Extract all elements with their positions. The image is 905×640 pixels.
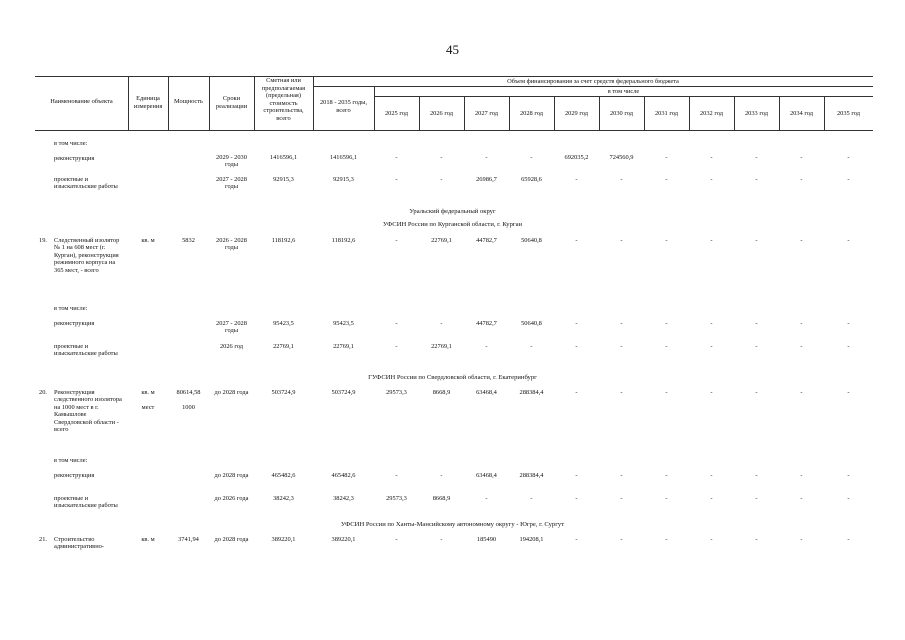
object-name: Реконструкция следственного изолятора на 1000 мест в г. Камышлове Свердловской области - всего <box>54 389 122 434</box>
terms-cell: до 2028 года <box>214 536 249 543</box>
estimate-cell: 118192,6 <box>271 237 296 244</box>
year-value-cell: - <box>800 320 803 327</box>
year-value-cell: - <box>395 176 398 183</box>
row-number: 19. <box>39 237 47 244</box>
total-cell: 389220,1 <box>331 536 356 543</box>
year-value-cell: - <box>800 176 803 183</box>
total-cell: 503724,9 <box>331 389 356 396</box>
year-value-cell: - <box>755 389 758 396</box>
terms-cell: 2027 - 2028 годы <box>216 176 247 191</box>
year-value-cell: - <box>665 176 668 183</box>
terms-cell: 2029 - 2030 годы <box>216 154 247 169</box>
year-value-cell: - <box>755 176 758 183</box>
header-year: 2025 год <box>384 110 409 117</box>
year-value-cell: 26986,7 <box>476 176 497 183</box>
terms-cell: до 2028 года <box>214 472 249 479</box>
header-year: 2032 год <box>699 110 724 117</box>
unit-secondary: мест <box>141 404 155 411</box>
year-value-cell: - <box>620 320 623 327</box>
year-value-cell: - <box>665 237 668 244</box>
year-value-cell: - <box>847 472 850 479</box>
terms-cell: до 2028 года <box>214 389 249 396</box>
year-value-cell: - <box>847 320 850 327</box>
total-cell: 92915,3 <box>333 176 354 183</box>
object-name: Строительство административно- <box>54 536 104 551</box>
year-value-cell: - <box>710 495 713 502</box>
header-year: 2030 год <box>609 110 634 117</box>
year-value-cell: - <box>800 536 803 543</box>
year-value-cell: - <box>847 389 850 396</box>
year-value-cell: - <box>440 472 443 479</box>
reconstruction-label: реконструкция <box>54 320 95 327</box>
year-value-cell: - <box>710 237 713 244</box>
unit: кв. м <box>141 536 155 543</box>
header-estimate: Сметная или предполагаемая (предельная) стоимость строительства, всего <box>261 77 306 122</box>
year-value-cell: 63468,4 <box>476 472 497 479</box>
header-bottom-rule <box>35 130 873 131</box>
year-value-cell: - <box>710 389 713 396</box>
year-value-cell: - <box>847 343 850 350</box>
year-value-cell: - <box>575 343 578 350</box>
header-name: Наименование объекта <box>50 98 113 105</box>
year-value-cell: - <box>710 343 713 350</box>
year-value-cell: - <box>395 472 398 479</box>
header-year: 2026 год <box>429 110 454 117</box>
capacity-secondary: 1000 <box>182 404 195 411</box>
year-value-cell: - <box>847 176 850 183</box>
year-value-cell: 29573,3 <box>386 495 407 502</box>
year-value-cell: - <box>395 536 398 543</box>
year-value-cell: 288384,4 <box>519 389 544 396</box>
year-value-cell: 29573,3 <box>386 389 407 396</box>
header-year: 2031 год <box>654 110 679 117</box>
estimate-cell: 92915,3 <box>273 176 294 183</box>
header-total: 2018 - 2035 годы, всего <box>319 99 368 114</box>
year-value-cell: 194208,1 <box>519 536 544 543</box>
year-value-cell: - <box>530 343 533 350</box>
header-unit: Единица измерения <box>133 95 163 110</box>
year-value-cell: - <box>800 389 803 396</box>
year-value-cell: 692035,2 <box>564 154 589 161</box>
terms-cell: 2026 - 2028 годы <box>216 237 247 252</box>
year-value-cell: 50640,8 <box>521 320 542 327</box>
year-value-cell: - <box>800 154 803 161</box>
reconstruction-label: реконструкция <box>54 155 95 162</box>
year-value-cell: - <box>575 389 578 396</box>
total-cell: 38242,3 <box>333 495 354 502</box>
in-that-number-label: в том числе: <box>54 140 88 147</box>
reconstruction-label: реконструкция <box>54 472 95 479</box>
year-value-cell: - <box>847 154 850 161</box>
year-value-cell: - <box>665 472 668 479</box>
year-value-cell: - <box>755 536 758 543</box>
year-value-cell: 724560,9 <box>609 154 634 161</box>
year-value-cell: - <box>710 154 713 161</box>
design-works-label: проектные и изыскательские работы <box>54 495 118 510</box>
header-year: 2033 год <box>744 110 769 117</box>
year-value-cell: 44782,7 <box>476 237 497 244</box>
year-value-cell: - <box>440 176 443 183</box>
total-cell: 118192,6 <box>331 237 356 244</box>
year-value-cell: 65928,6 <box>521 176 542 183</box>
terms-cell: до 2026 года <box>214 495 249 502</box>
section-kurgan: УФСИН России по Курганской области, г. Курган <box>382 221 523 228</box>
year-value-cell: 22769,1 <box>431 343 452 350</box>
year-value-cell: - <box>755 154 758 161</box>
year-value-cell: - <box>755 320 758 327</box>
in-that-number-label: в том числе: <box>54 457 88 464</box>
year-value-cell: - <box>395 343 398 350</box>
year-value-cell: - <box>395 320 398 327</box>
year-value-cell: - <box>620 536 623 543</box>
header-year: 2029 год <box>564 110 589 117</box>
year-value-cell: - <box>800 237 803 244</box>
year-value-cell: - <box>395 154 398 161</box>
year-value-cell: - <box>485 495 488 502</box>
year-value-cell: - <box>755 237 758 244</box>
year-value-cell: - <box>847 536 850 543</box>
year-value-cell: - <box>485 154 488 161</box>
year-value-cell: 22769,1 <box>431 237 452 244</box>
capacity: 80614,58 <box>176 389 201 396</box>
year-value-cell: - <box>665 154 668 161</box>
header-including: в том числе <box>607 88 640 95</box>
section-khanty: УФСИН России по Ханты-Мансийскому автономному округу - Югре, г. Сургут <box>340 521 565 528</box>
total-cell: 1416596,1 <box>329 154 358 161</box>
header-year: 2027 год <box>474 110 499 117</box>
year-value-cell: - <box>665 495 668 502</box>
year-value-cell: - <box>575 536 578 543</box>
year-value-cell: - <box>620 495 623 502</box>
year-value-cell: - <box>665 320 668 327</box>
section-sverdlovsk: ГУФСИН России по Свердловской области, г. Екатеринбург <box>368 374 537 381</box>
design-works-label: проектные и изыскательские работы <box>54 176 118 191</box>
row-number: 21. <box>39 536 47 543</box>
year-value-cell: - <box>710 176 713 183</box>
year-value-cell: - <box>710 472 713 479</box>
year-value-cell: - <box>575 237 578 244</box>
header-year: 2028 год <box>519 110 544 117</box>
header-terms: Сроки реализации <box>215 95 248 110</box>
year-value-cell: 44782,7 <box>476 320 497 327</box>
total-cell: 465482,6 <box>331 472 356 479</box>
year-value-cell: - <box>755 472 758 479</box>
year-value-cell: - <box>620 343 623 350</box>
header-top-rule <box>35 76 873 77</box>
col-divider <box>209 76 210 130</box>
year-value-cell: - <box>800 495 803 502</box>
terms-cell: 2027 - 2028 годы <box>216 320 247 335</box>
year-value-cell: 185490 <box>476 536 497 543</box>
in-that-number-label: в том числе: <box>54 305 88 312</box>
year-value-cell: - <box>755 343 758 350</box>
year-value-cell: - <box>620 176 623 183</box>
year-value-cell: - <box>575 495 578 502</box>
year-value-cell: 50640,8 <box>521 237 542 244</box>
estimate-cell: 503724,9 <box>271 389 296 396</box>
year-value-cell: - <box>800 343 803 350</box>
header-rule-including <box>374 96 873 97</box>
year-value-cell: - <box>665 536 668 543</box>
capacity: 5832 <box>182 237 195 244</box>
estimate-cell: 465482,6 <box>271 472 296 479</box>
design-works-label: проектные и изыскательские работы <box>54 343 118 358</box>
estimate-cell: 95423,5 <box>273 320 294 327</box>
year-value-cell: 8668,9 <box>432 495 451 502</box>
year-value-cell: 288384,4 <box>519 472 544 479</box>
year-value-cell: - <box>440 536 443 543</box>
year-value-cell: - <box>530 495 533 502</box>
year-value-cell: - <box>485 343 488 350</box>
estimate-cell: 1416596,1 <box>269 154 298 161</box>
estimate-cell: 38242,3 <box>273 495 294 502</box>
year-value-cell: - <box>710 320 713 327</box>
year-value-cell: - <box>440 320 443 327</box>
year-value-cell: - <box>395 237 398 244</box>
unit: кв. м <box>141 389 155 396</box>
year-value-cell: - <box>665 343 668 350</box>
year-value-cell: - <box>620 237 623 244</box>
estimate-cell: 22769,1 <box>273 343 294 350</box>
year-value-cell: - <box>755 495 758 502</box>
capacity: 3741,94 <box>178 536 199 543</box>
terms-cell: 2026 год <box>219 343 244 350</box>
year-value-cell: - <box>620 472 623 479</box>
object-name: Следственный изолятор № 1 на 608 мест (г. Курган), реконструкция режимного корпуса на 365 мест, - всего <box>54 237 120 274</box>
year-value-cell: - <box>847 495 850 502</box>
section-urals: Уральский федеральный округ <box>409 208 496 215</box>
year-value-cell: - <box>575 472 578 479</box>
header-rule-volume <box>313 86 873 87</box>
year-value-cell: - <box>620 389 623 396</box>
row-number: 20. <box>39 389 47 396</box>
total-cell: 95423,5 <box>333 320 354 327</box>
year-value-cell: - <box>440 154 443 161</box>
year-value-cell: - <box>847 237 850 244</box>
year-value-cell: 8668,9 <box>432 389 451 396</box>
year-value-cell: - <box>665 389 668 396</box>
total-cell: 22769,1 <box>333 343 354 350</box>
estimate-cell: 389220,1 <box>271 536 296 543</box>
page-number: 45 <box>446 42 459 57</box>
col-divider <box>254 76 255 130</box>
year-value-cell: - <box>575 320 578 327</box>
year-value-cell: - <box>710 536 713 543</box>
header-capacity: Мощность <box>174 98 203 105</box>
header-volume: Объем финансирования за счет средств федерального бюджета <box>507 78 679 85</box>
header-year: 2035 год <box>836 110 861 117</box>
unit: кв. м <box>141 237 155 244</box>
year-value-cell: - <box>530 154 533 161</box>
year-value-cell: - <box>800 472 803 479</box>
header-year: 2034 год <box>789 110 814 117</box>
year-value-cell: 63468,4 <box>476 389 497 396</box>
year-value-cell: - <box>575 176 578 183</box>
